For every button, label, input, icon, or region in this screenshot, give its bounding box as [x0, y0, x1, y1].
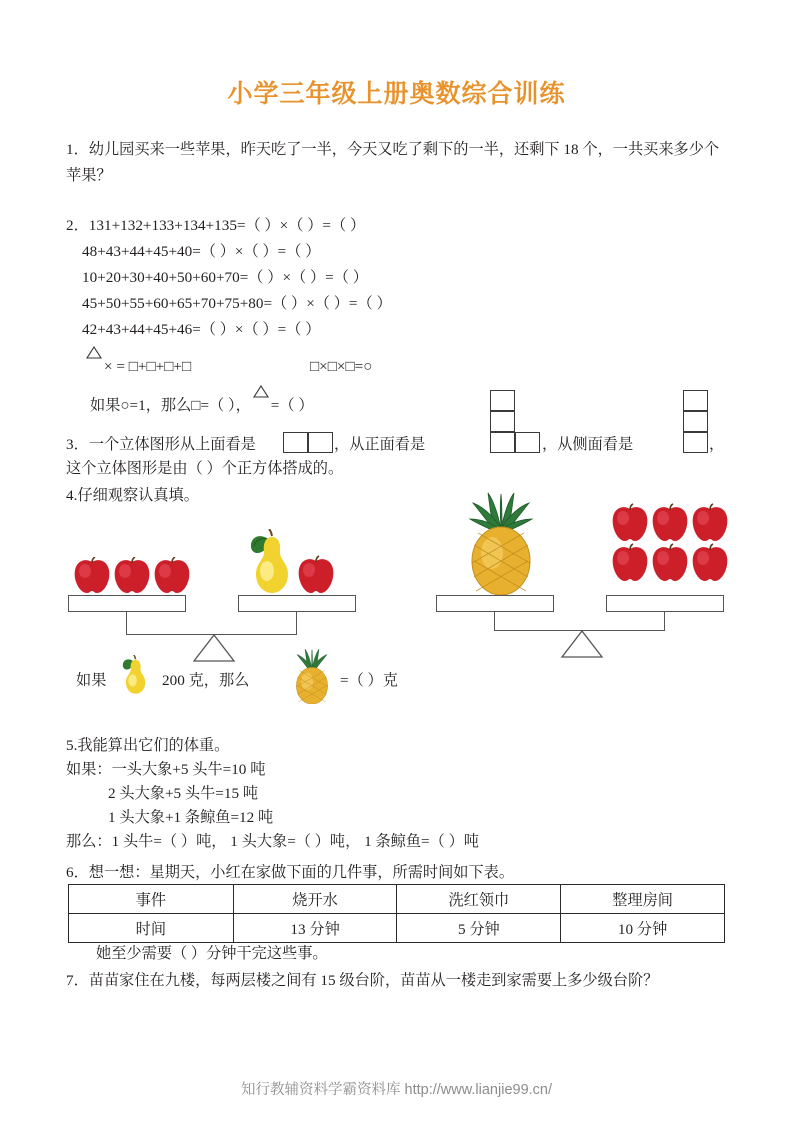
scale-post-left: [126, 612, 127, 634]
shape-top-view-cell-1: [283, 432, 308, 453]
question-7-text: 7．苗苗家住在九楼，每两层楼之间有 15 级台阶，苗苗从一楼走到家需要上多少级台阶？: [66, 972, 659, 989]
question-5-given-2: 2 头大象+5 头牛=15 吨: [108, 785, 259, 802]
question-4-heading: 4.仔细观察认真填。: [66, 487, 199, 504]
table-row: [69, 885, 725, 914]
question-6-followup: 她至少需要（ ）分钟干完这些事。: [96, 945, 328, 962]
shape-side-view-cell-1: [683, 390, 708, 411]
question-4-conclusion-a: 如果: [76, 672, 107, 689]
triangle-icon: [86, 359, 102, 372]
scale-pan-left: [436, 595, 554, 612]
question-2-condition-row: [90, 393, 314, 419]
question-5-heading: 5.我能算出它们的体重。: [66, 737, 230, 754]
question-6-heading: 6．想一想：星期天，小红在家做下面的几件事，所需时间如下表。: [66, 864, 515, 881]
question-2-line-1: 2．131+132+133+134+135=（ ）×（ ）=（ ）: [66, 217, 366, 234]
question-3-part-1: 3．一个立体图形从上面看是: [66, 436, 256, 453]
question-2-line-3: 10+20+30+40+50+60+70=（ ）×（ ）=（ ）: [82, 269, 368, 286]
question-3-part-2: ，从正面看是: [334, 436, 426, 453]
balance-scale-left: [60, 505, 390, 630]
question-2-line-5: 42+43+44+45+46=（ ）×（ ）=（ ）: [82, 321, 321, 338]
question-2-condition-b: =（ ）: [270, 397, 314, 414]
question-5-given-1: 一头大象+5 头牛=10 吨: [111, 761, 266, 778]
shape-side-view-cell-2: [683, 411, 708, 432]
table-header-tidy: 整理房间: [561, 885, 725, 914]
scale-fulcrum-icon: [192, 633, 236, 668]
apple-icon: [690, 503, 730, 543]
footer-watermark: 知行教辅资料学霸资料库 http://www.lianjie99.cn/: [240, 1082, 553, 1098]
apple-icon: [650, 503, 690, 543]
table-cell-tidy-time: 10 分钟: [561, 914, 725, 943]
scale-post-left: [494, 612, 495, 630]
page-title: 小学三年级上册奥数综合训练: [227, 80, 566, 108]
triangle-icon-2: [253, 398, 269, 411]
scale-pan-left: [68, 595, 186, 612]
shape-front-view-cell-4: [515, 432, 540, 453]
question-3-part-4: ，: [709, 436, 725, 453]
apple-icon: [72, 557, 112, 595]
apple-icon: [112, 557, 152, 595]
apple-icon: [610, 543, 650, 583]
pear-icon-inline: [118, 655, 152, 695]
shape-side-view-cell-3: [683, 432, 708, 453]
table-header-boil: 烧开水: [233, 885, 397, 914]
question-3-part-5: 这个立体图形是由（ ）个正方体搭成的。: [66, 460, 344, 477]
pineapple-icon-inline: [290, 648, 334, 704]
question-2-symbol-right: □×□×□=○: [310, 358, 373, 375]
apple-icon: [650, 543, 690, 583]
scale-post-right: [664, 612, 665, 630]
shape-front-view-cell-2: [490, 411, 515, 432]
pear-icon: [248, 529, 294, 595]
table-row: [69, 914, 725, 943]
question-5-answer-line: 那么：1 头牛=（ ）吨， 1 头大象=（ ）吨， 1 条鲸鱼=（ ）吨: [66, 833, 479, 850]
question-2-symbol-left: × = □+□+□+□: [104, 358, 192, 375]
table-header-event: 事件: [69, 885, 234, 914]
question-4-conclusion-b: 200 克，那么: [162, 672, 250, 689]
apple-icon: [690, 543, 730, 583]
question-2-line-4: 45+50+55+60+65+70+75+80=（ ）×（ ）=（ ）: [82, 295, 392, 312]
question-2-symbol-row: [84, 354, 191, 380]
balance-scale-right: [428, 487, 758, 630]
scale-fulcrum-icon: [560, 629, 604, 664]
question-2-line-2: 48+43+44+45+40=（ ）×（ ）=（ ）: [82, 243, 321, 260]
table-cell-wash-time: 5 分钟: [397, 914, 561, 943]
question-3-part-3: ，从侧面看是: [542, 436, 634, 453]
table-cell-time-label: 时间: [69, 914, 234, 943]
question-6-table: [68, 884, 725, 943]
scale-pan-right: [606, 595, 724, 612]
apple-icon: [152, 557, 192, 595]
question-2-condition-a: 如果○=1，那么□=（ ），: [90, 397, 251, 414]
apple-icon: [610, 503, 650, 543]
scale-pan-right: [238, 595, 356, 612]
shape-top-view-cell-2: [308, 432, 333, 453]
question-4-conclusion-c: =（ ）克: [340, 672, 398, 689]
scale-post-right: [296, 612, 297, 634]
pineapple-icon: [464, 491, 538, 595]
question-5-given-row-1: [66, 757, 265, 783]
shape-front-view-cell-1: [490, 390, 515, 411]
table-header-wash: 洗红领巾: [397, 885, 561, 914]
table-cell-boil-time: 13 分钟: [233, 914, 397, 943]
question-5-given-3: 1 头大象+1 条鲸鱼=12 吨: [108, 809, 274, 826]
question-1-text: 1．幼儿园买来一些苹果，昨天吃了一半，今天又吃了剩下的一半，还剩下 18 个，一共买来多少个苹果？: [66, 141, 720, 184]
question-5-given-label: 如果：: [66, 761, 112, 778]
apple-icon: [296, 555, 336, 595]
shape-front-view-cell-3: [490, 432, 515, 453]
